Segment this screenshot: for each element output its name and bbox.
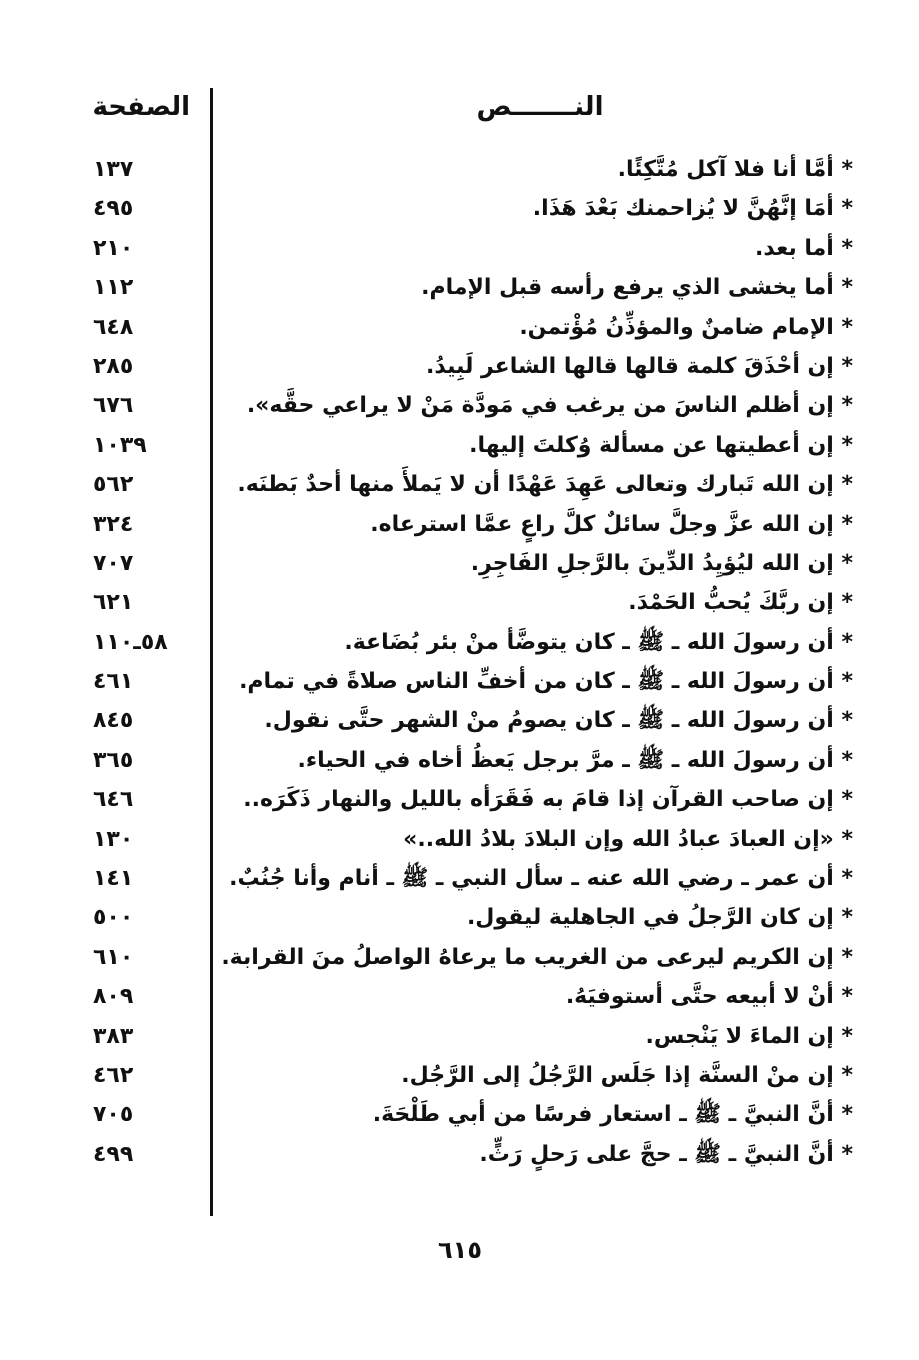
list-item — [0, 507, 919, 546]
entry-text: * إن كان الرَّجلُ في الجاهلية ليقول. — [466, 905, 853, 931]
list-item — [0, 703, 919, 742]
entry-text: * أمَا إنَّهُنَّ لا يُزاحمنك بَعْدَ هَذَا. — [532, 196, 853, 222]
list-item — [0, 585, 919, 624]
list-item — [0, 191, 919, 230]
entry-page: ٤٩٥ — [93, 196, 134, 222]
entry-page: ١٠٣٩ — [93, 432, 147, 458]
entry-page: ٢٨٥ — [93, 353, 134, 379]
entry-text: * إن الله تَبارك وتعالى عَهِدَ عَهْدًا أن لا يَملأَ منها أحدٌ بَطنَه. — [237, 472, 853, 498]
entry-page: ٦١٠ — [93, 944, 134, 970]
list-item — [0, 428, 919, 467]
entry-page: ١٤١ — [93, 866, 134, 892]
entry-page: ٤٩٩ — [93, 1141, 134, 1167]
entry-page: ٣٢٤ — [93, 511, 134, 537]
list-item — [0, 310, 919, 349]
entry-page: ٣٦٥ — [93, 747, 134, 773]
entry-text: * أمَّا أنا فلا آكل مُتَّكِئًا. — [617, 157, 853, 182]
list-item — [0, 822, 919, 861]
entry-page: ٨٠٩ — [93, 984, 134, 1010]
entry-page: ٥٠٠ — [93, 905, 134, 931]
entry-text: * إن أعطيتها عن مسألة وُكلتَ إليها. — [469, 432, 853, 458]
list-item — [0, 270, 919, 309]
entry-page: ٤٦١ — [93, 669, 134, 695]
entry-page: ٢١٠ — [93, 235, 134, 261]
entry-page: ٧٠٧ — [93, 550, 134, 576]
footer-page-number: ٦١٥ — [438, 1236, 482, 1264]
entry-page: ٧٠٥ — [93, 1102, 134, 1128]
list-item — [0, 1058, 919, 1097]
entry-text: * إن أظلم الناسَ من يرغب في مَودَّة مَنْ لا يراعي حقَّه». — [246, 393, 853, 419]
list-item — [0, 743, 919, 782]
entry-page: ٦٤٨ — [93, 314, 134, 340]
entry-text: * إن الله ليُؤيِدُ الدِّينَ بالرَّجلِ الفَاجِرِ. — [470, 550, 853, 576]
list-item — [0, 546, 919, 585]
list-item — [0, 979, 919, 1018]
entry-text: * إن صاحب القرآن إذا قامَ به فَقَرَأه بالليل والنهار ذَكَرَه.. — [243, 787, 853, 813]
entry-page: ١٣٧ — [93, 157, 134, 182]
entry-text: * أنَّ النبيَّ ـ ﷺ ـ حجَّ على رَحلٍ رَثٍّ. — [479, 1141, 853, 1167]
entry-text: * أما بعد. — [755, 235, 853, 261]
entry-text: * أن رسولَ الله ـ ﷺ ـ مرَّ برجل يَعظُ أخاه في الحياء. — [297, 747, 853, 773]
entry-text: * أن رسولَ الله ـ ﷺ ـ كان يصومُ منْ الشهر حتَّى نقول. — [264, 708, 853, 734]
index-list — [0, 152, 919, 1176]
entry-page: ٥٦٢ — [93, 472, 134, 498]
entry-text: * إن الكريم ليرعى من الغريب ما يرعاهُ الواصلُ منَ القرابة. — [221, 944, 853, 970]
entry-page: ٥٨ـ١١٠ — [93, 629, 168, 655]
entry-text: * إن أحْذَقَ كلمة قالها قالها الشاعر لَبِيدُ. — [426, 353, 853, 379]
list-item — [0, 1097, 919, 1136]
entry-text: * إن ربَّكَ يُحبُّ الحَمْدَ. — [628, 590, 853, 616]
entry-text: * إن منْ السنَّة إذا جَلَس الرَّجُلُ إلى الرَّجُل. — [401, 1062, 853, 1088]
list-item — [0, 467, 919, 506]
entry-text: * إن الماءَ لا يَنْجس. — [645, 1023, 853, 1049]
entry-page: ١٣٠ — [93, 826, 134, 852]
page-column-header: الصفحة — [92, 92, 190, 122]
list-item — [0, 625, 919, 664]
entry-text: * أنْ لا أبيعه حتَّى أستوفيَهُ. — [565, 984, 853, 1010]
list-item — [0, 861, 919, 900]
entry-text: * أن رسولَ الله ـ ﷺ ـ كان من أخفِّ الناس صلاةً في تمام. — [239, 669, 853, 695]
entry-page: ٦٤٦ — [93, 787, 134, 813]
text-column-header: النـــــــص — [476, 92, 604, 122]
list-item — [0, 940, 919, 979]
entry-page: ٦٧٦ — [93, 393, 134, 419]
list-item — [0, 349, 919, 388]
entry-page: ٨٤٥ — [93, 708, 134, 734]
list-item — [0, 1137, 919, 1176]
list-item — [0, 1019, 919, 1058]
list-item — [0, 388, 919, 427]
entry-page: ١١٢ — [93, 275, 134, 301]
entry-page: ٤٦٢ — [93, 1062, 134, 1088]
entry-text: * الإمام ضامنٌ والمؤذِّنُ مُؤْتمن. — [519, 314, 853, 340]
entry-text: * إن الله عزَّ وجلَّ سائلٌ كلَّ راعٍ عمَّا استرعاه. — [370, 511, 853, 537]
entry-page: ٦٢١ — [93, 590, 134, 616]
entry-page: ٣٨٣ — [93, 1023, 134, 1049]
entry-text: * «إن العبادَ عبادُ الله وإن البلادَ بلادُ الله..» — [403, 826, 853, 852]
entry-text: * أنَّ النبيَّ ـ ﷺ ـ استعار فرسًا من أبي طَلْحَةَ. — [372, 1102, 853, 1128]
list-item — [0, 664, 919, 703]
list-item — [0, 782, 919, 821]
entry-text: * أن رسولَ الله ـ ﷺ ـ كان يتوضَّأ منْ بئر بُضَاعة. — [344, 629, 853, 655]
list-item — [0, 152, 919, 191]
list-item — [0, 231, 919, 270]
entry-text: * أما يخشى الذي يرفع رأسه قبل الإمام. — [421, 275, 853, 301]
list-item — [0, 900, 919, 939]
entry-text: * أن عمر ـ رضي الله عنه ـ سأل النبي ـ ﷺ ـ أنام وأنا جُنُبٌ. — [229, 866, 853, 892]
